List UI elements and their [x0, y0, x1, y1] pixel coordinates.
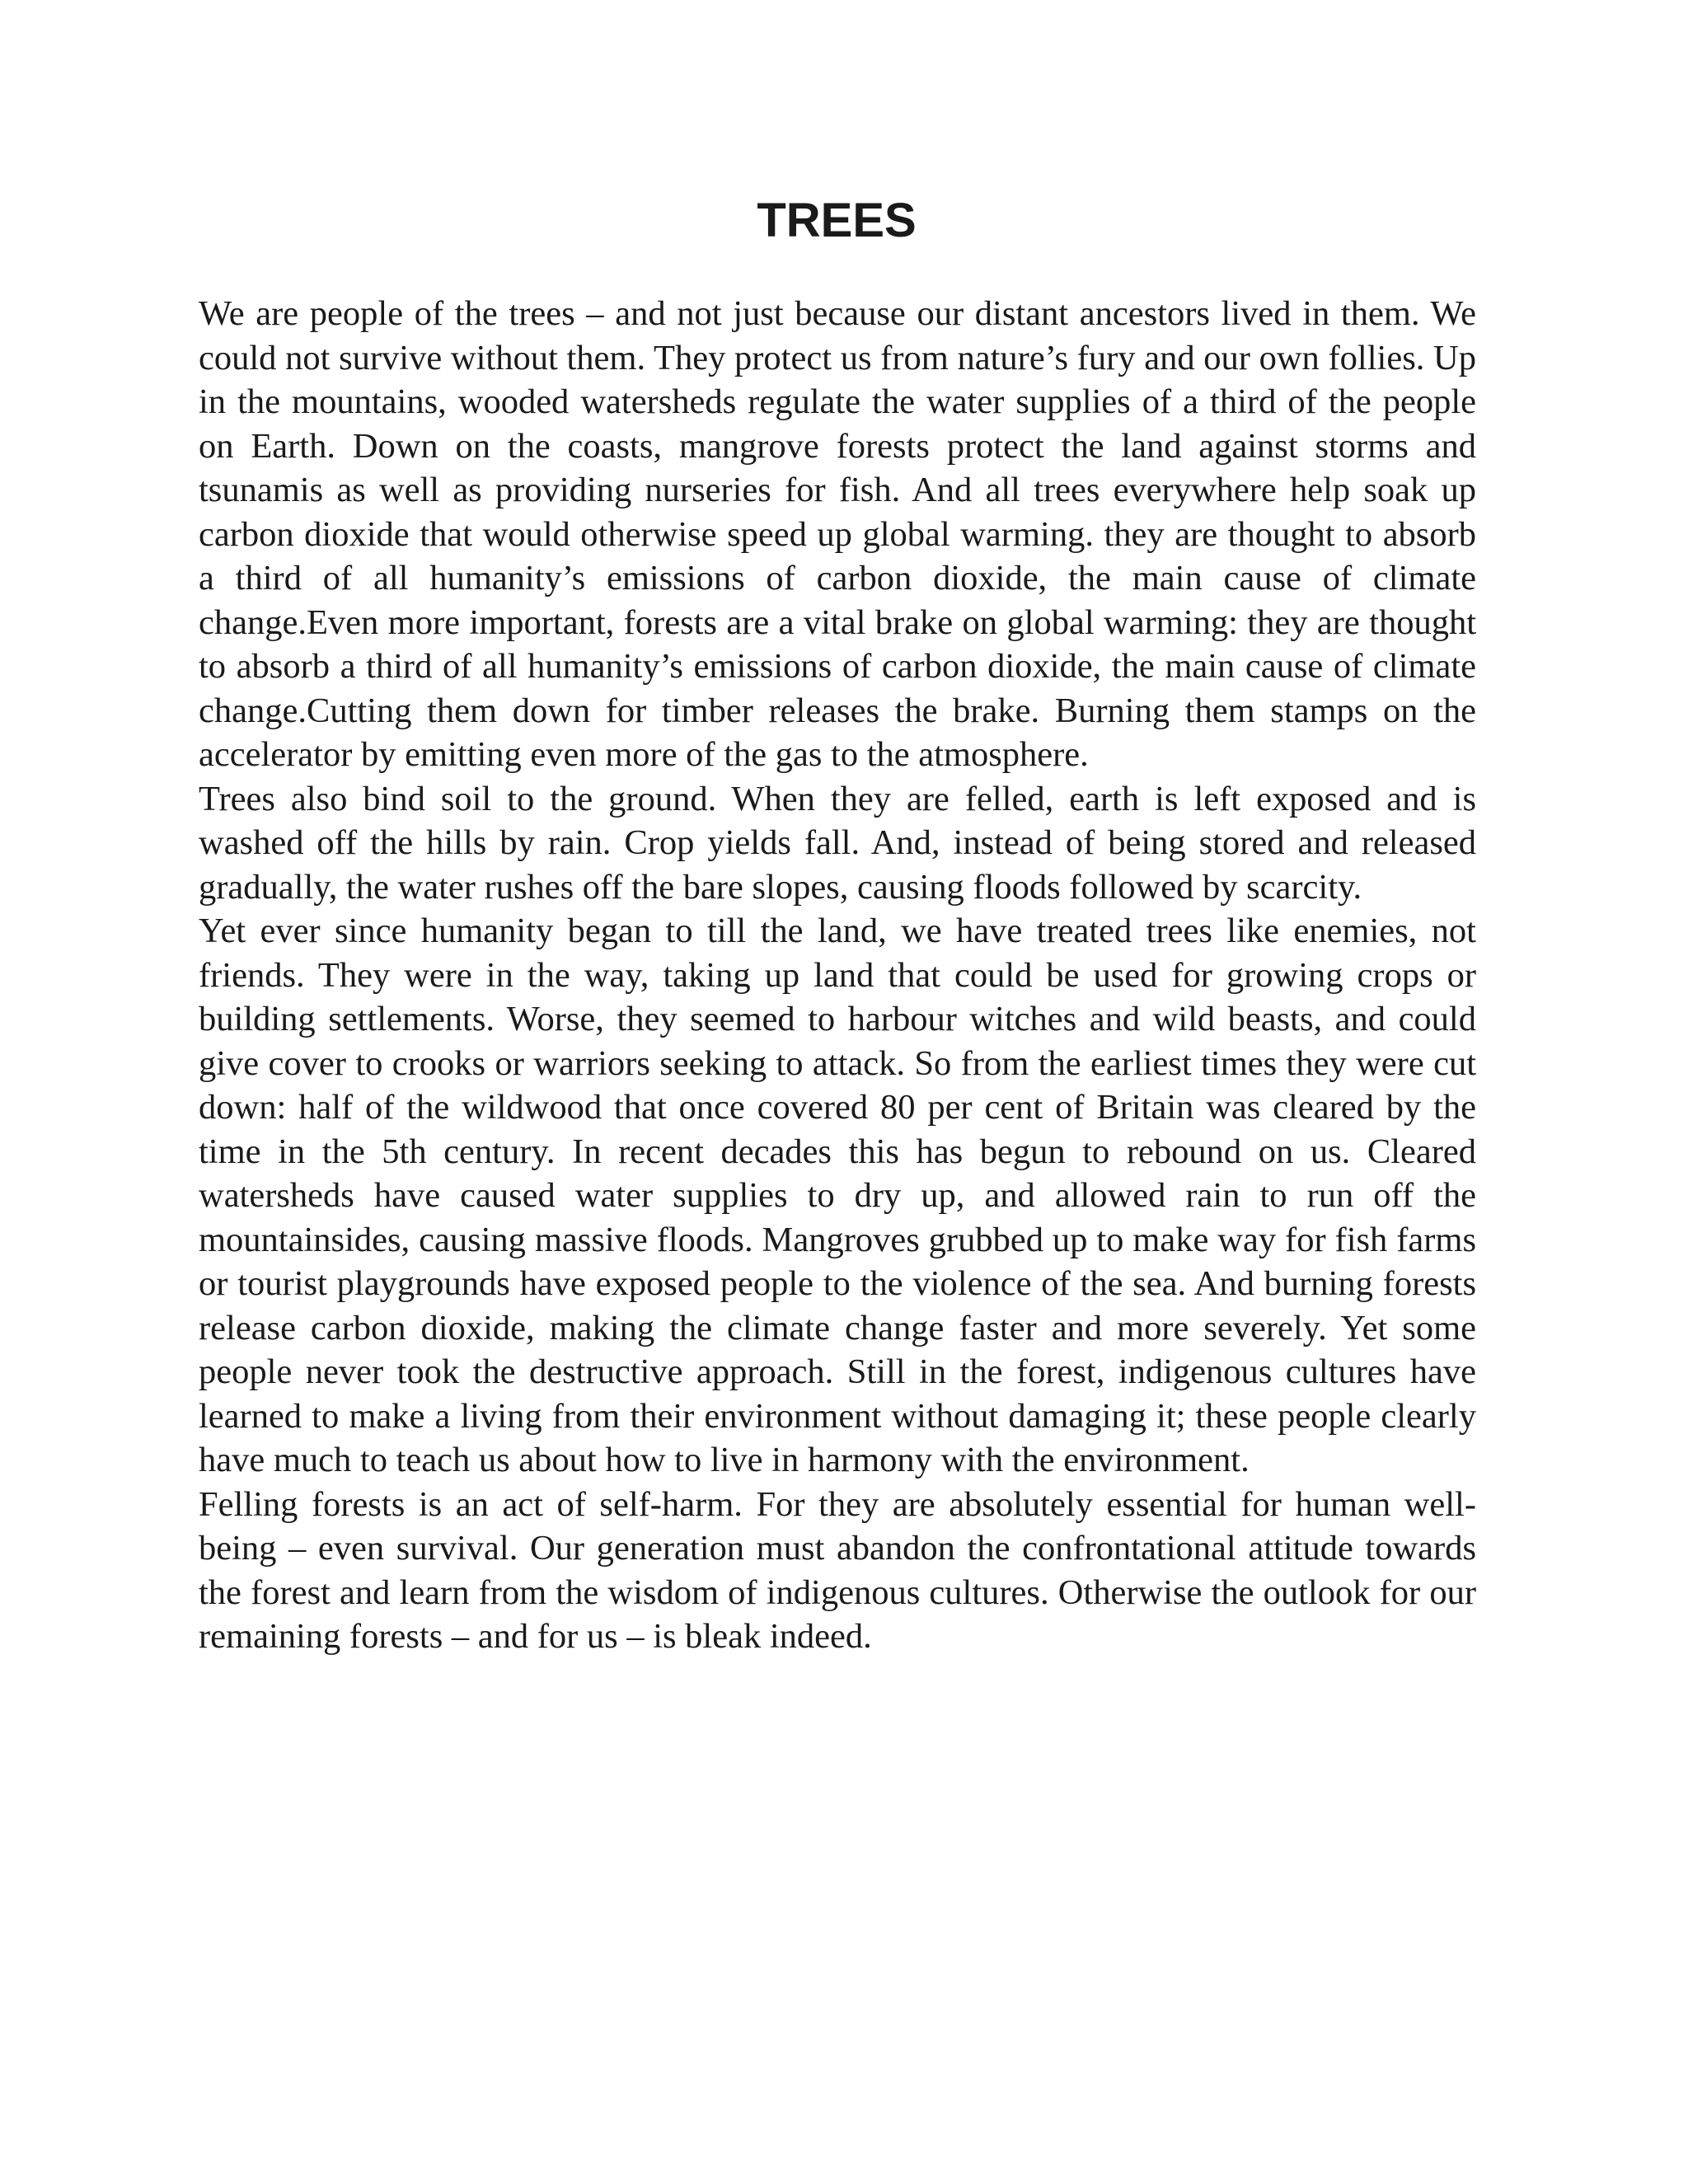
paragraph-2: Trees also bind soil to the ground. When they are felled, earth is left exposed and is washed off the hills by rain. Crop yields fall. And, instead of being stored and released gradually, the water rushes off the bare slopes, causing floods followed by scarcity.	[199, 779, 1476, 907]
paragraph-4: Felling forests is an act of self-harm. For they are absolutely essential for human well-being – even survival. Our generation must abandon the confrontational attitude towards the forest and learn from the wisdom of indigenous cultures. Otherwise the outlook for our remaining forests – and for us – is bleak indeed.	[199, 1484, 1476, 1656]
paragraph-1: We are people of the trees – and not just because our distant ancestors lived in them. We could not survive without them. They protect us from nature’s fury and our own follies. Up in the mountains, wooded watersheds regulate the water supplies of a third of the people on Earth. Down on the coasts, mangrove forests protect the land against storms and tsunamis as well as providing nurseries for fish. And all trees everywhere help soak up carbon dioxide that would otherwise speed up global warming. they are thought to absorb a third of all humanity’s emissions of carbon dioxide, the main cause of climate change.Even more important, forests are a vital brake on global warming: they are thought to absorb a third of all humanity’s emissions of carbon dioxide, the main cause of climate change.Cutting them down for timber releases the brake. Burning them stamps on the accelerator by emitting even more of the gas to the atmosphere.	[199, 294, 1476, 774]
paragraph-3: Yet ever since humanity began to till the land, we have treated trees like enemies, not friends. They were in the way, taking up land that could be used for growing crops or building settlements. Worse, they seemed to harbour witches and wild beasts, and could give cover to crooks or warriors seeking to attack. So from the earliest times they were cut down: half of the wildwood that once covered 80 per cent of Britain was cleared by the time in the 5th century. In recent decades this has begun to rebound on us. Cleared watersheds have caused water supplies to dry up, and allowed rain to run off the mountainsides, causing massive floods. Mangroves grubbed up to make way for fish farms or tourist playgrounds have exposed people to the violence of the sea. And burning forests release carbon dioxide, making the climate change faster and more severely. Yet some people never took the destructive approach. Still in the forest, indigenous cultures have learned to make a living from their environment without damaging it; these people clearly have much to teach us about how to live in harmony with the environment.	[199, 912, 1476, 1479]
document-title: TREES	[757, 194, 917, 247]
document-body	[199, 292, 1476, 1659]
